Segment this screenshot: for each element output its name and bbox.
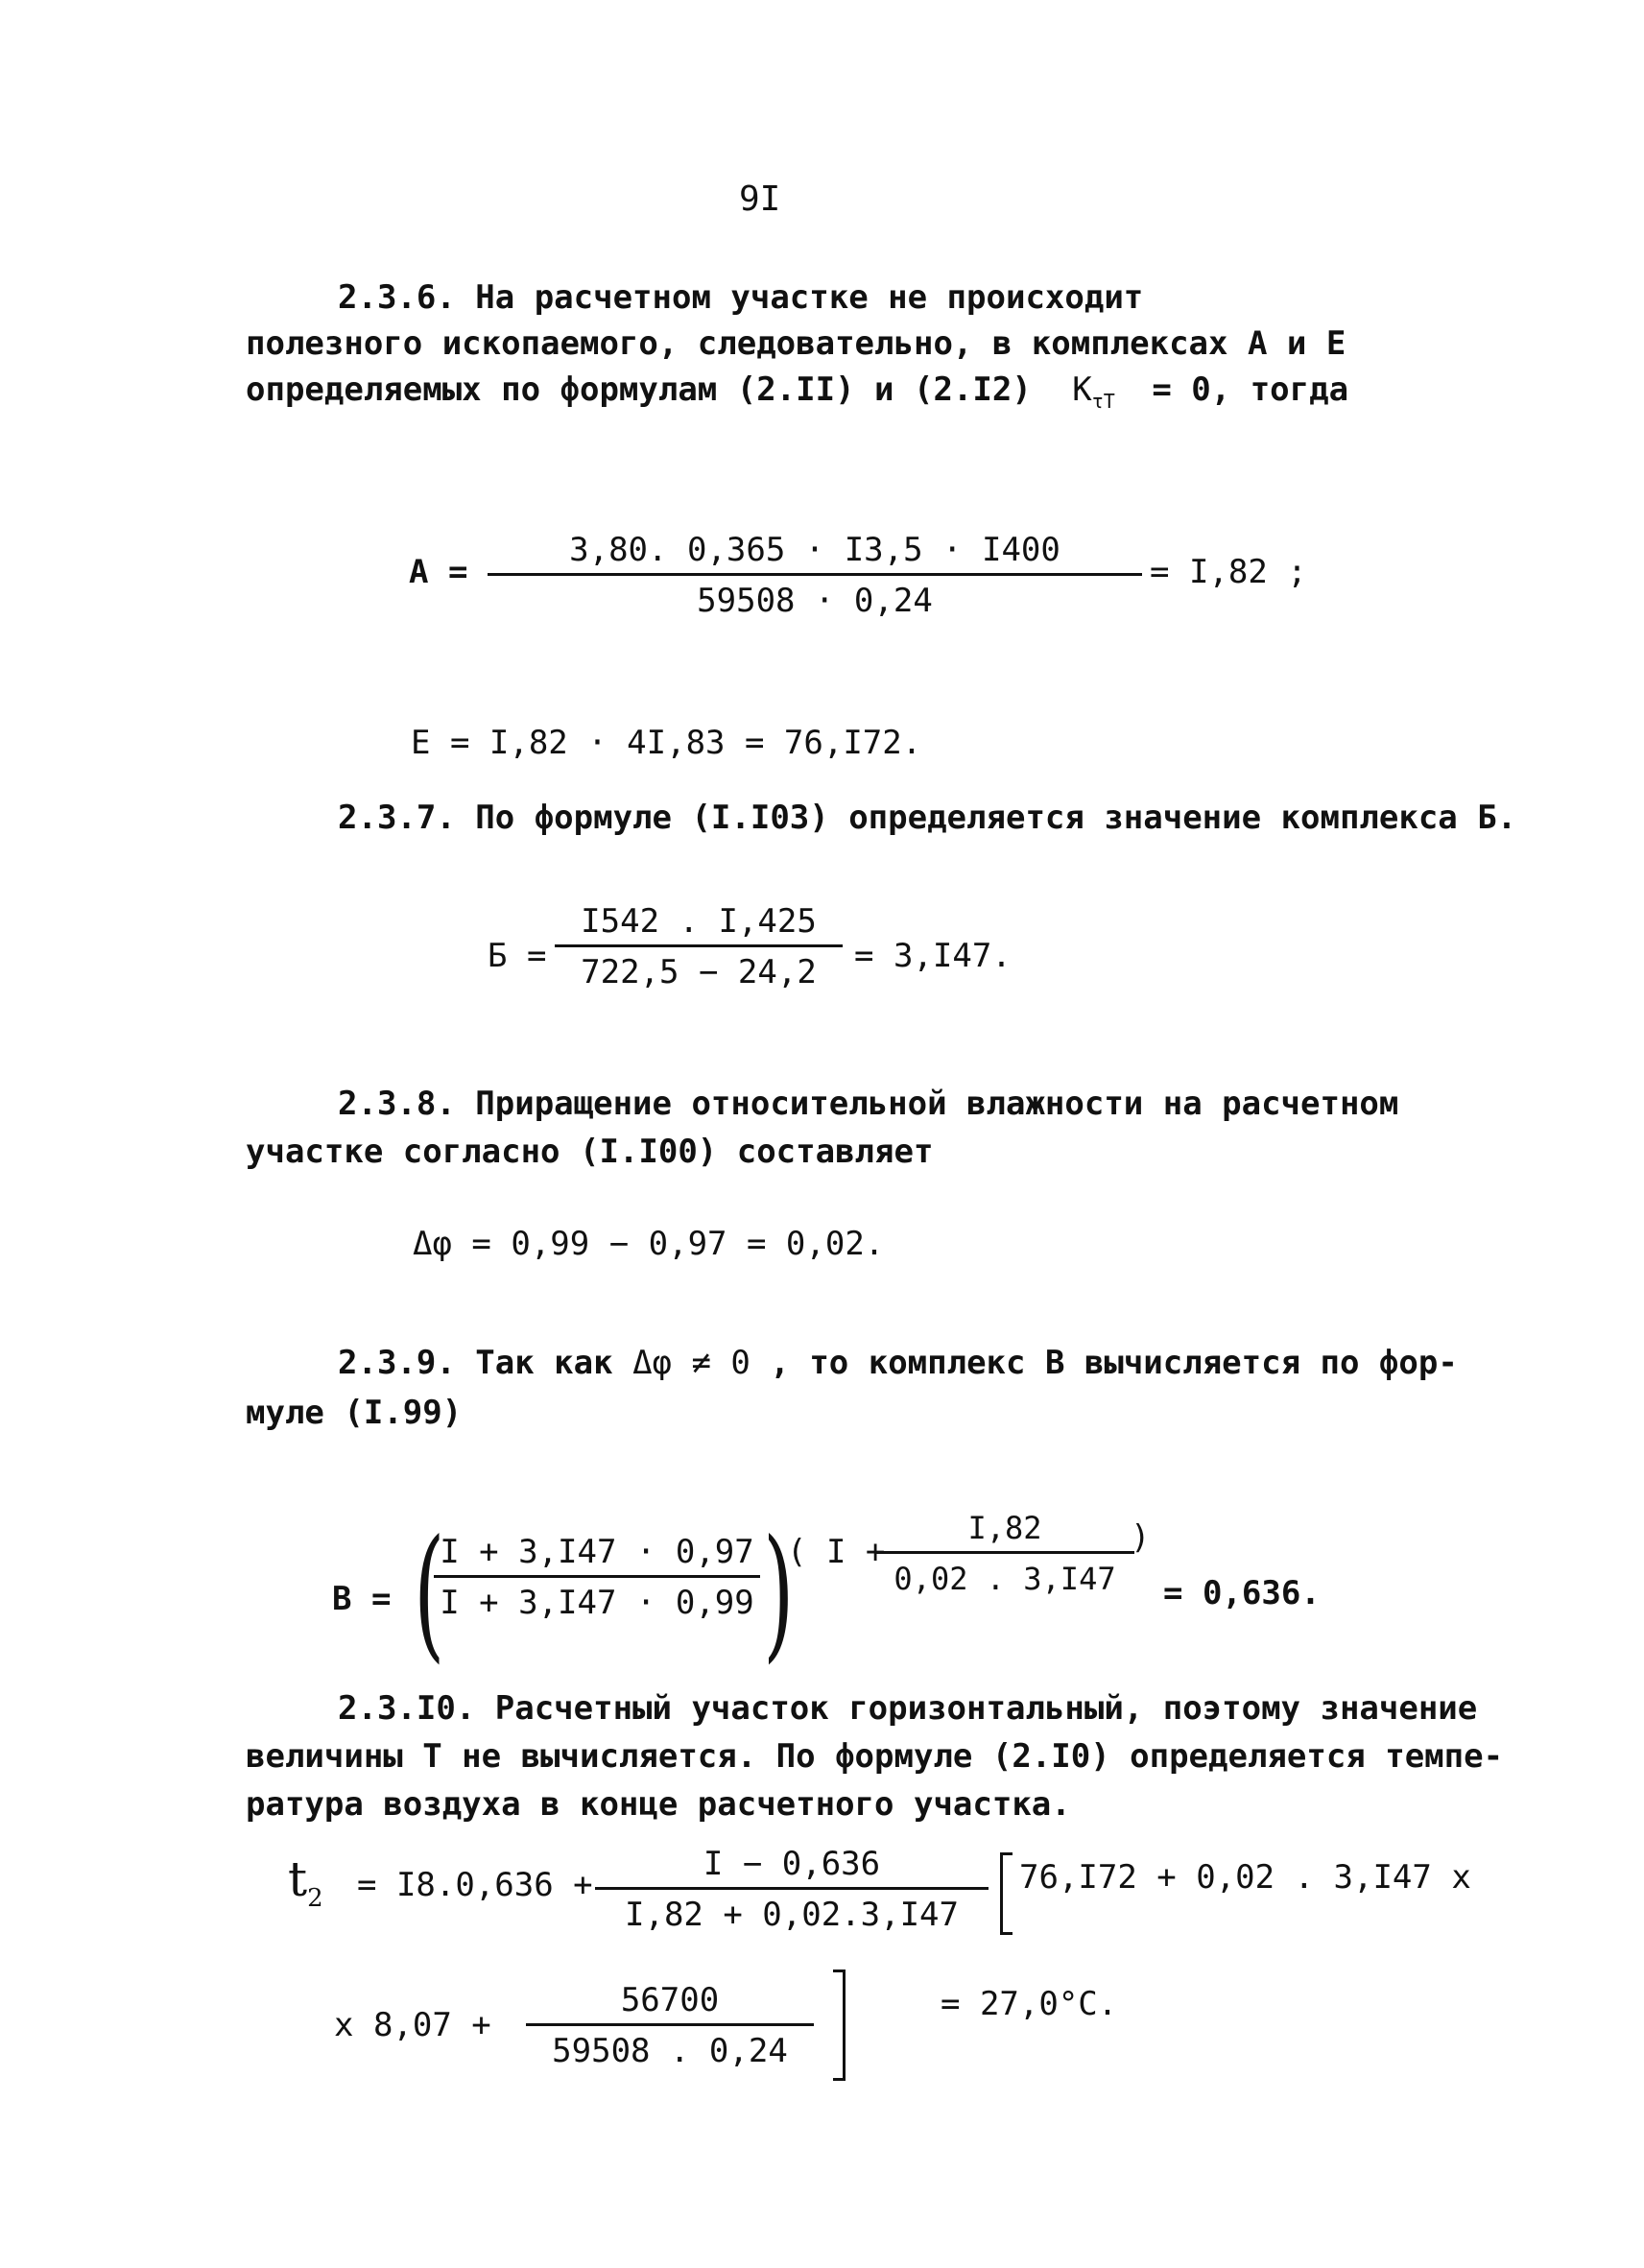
s236-line3-text: определяемых по формулам (2.II) и (2.I2)	[246, 370, 1032, 409]
eqB6-fraction	[555, 902, 843, 991]
eq-delta-phi: Δφ = 0,99 − 0,97 = 0,02.	[413, 1225, 885, 1263]
eqT-bracket-content: 76,I72 + 0,02 . 3,I47 x	[1019, 1858, 1471, 1897]
eqV-exp-numerator: I,82	[875, 1509, 1134, 1554]
eqT-part1: = I8.0,636 +	[357, 1866, 593, 1904]
eqT-line2-pre: x 8,07 +	[334, 2006, 491, 2044]
s2310-line1: 2.3.I0. Расчетный участок горизонтальный, поэтому значение	[338, 1689, 1478, 1728]
eqV-left-paren: (	[414, 1510, 445, 1677]
s238-line2: участке согласно (I.I00) составляет	[246, 1133, 934, 1171]
eqA-fraction	[488, 531, 1142, 620]
eqV-denominator: I + 3,I47 · 0,99	[440, 1584, 754, 1622]
eqA-rhs: = I,82 ;	[1150, 553, 1307, 591]
s236-line2: полезного ископаемого, следовательно, в комплексах А и Е	[246, 324, 1346, 363]
eqV-fraction	[434, 1533, 760, 1622]
s236-line3-end: = 0, тогда	[1152, 370, 1349, 409]
eqB6-lhs: Б =	[488, 937, 547, 975]
eqA-lhs: А =	[409, 553, 468, 591]
eqV-numerator: I + 3,I47 · 0,97	[434, 1533, 760, 1578]
eqT-fraction2-denominator: 59508 . 0,24	[552, 2032, 788, 2070]
eqV-right-paren: )	[763, 1510, 795, 1677]
s236-line1: 2.3.6. На расчетном участке не происходит	[338, 278, 1144, 317]
eqB6-numerator: I542 . I,425	[555, 902, 843, 947]
s2310-line2: величины Т не вычисляется. По формуле (2.I0) определяется темпе-	[246, 1737, 1504, 1776]
s239-line1: 2.3.9. Так как Δφ ≠ 0 , то комплекс В вычисляется по фор-	[338, 1344, 1458, 1382]
eqV-exp-post: )	[1131, 1518, 1151, 1557]
k-tau-symbol: $K_{\tau T}$	[1072, 370, 1115, 413]
eqA-numerator: 3,80. 0,365 · I3,5 · I400	[488, 531, 1142, 576]
eqB6-denominator: 722,5 − 24,2	[581, 953, 817, 991]
eqV-rhs: = 0,636.	[1163, 1574, 1321, 1612]
eqT-fraction2	[526, 1981, 814, 2070]
eqT-fraction1-denominator: I,82 + 0,02.3,I47	[625, 1896, 959, 1934]
eqT-fraction1	[595, 1845, 989, 1934]
eqT-result: = 27,0°C.	[941, 1985, 1118, 2023]
s239-line2: муле (I.99)	[246, 1394, 463, 1432]
s238-line1: 2.3.8. Приращение относительной влажности на расчетном	[338, 1085, 1399, 1123]
eqB6-rhs: = 3,I47.	[854, 937, 1012, 975]
s239-condition: Δφ ≠ 0	[632, 1344, 751, 1382]
s236-line3	[246, 370, 1348, 420]
eqT-right-bracket	[833, 1970, 846, 2081]
s2310-line3: ратура воздуха в конце расчетного участка.	[246, 1785, 1071, 1824]
page-number: 9I	[739, 179, 781, 219]
eqT-lhs: $t_2$	[288, 1851, 323, 1913]
eqV-exp-fraction	[875, 1509, 1134, 1598]
eqT-fraction2-numerator: 56700	[526, 1981, 814, 2026]
eqA-denominator: 59508 · 0,24	[697, 582, 933, 620]
eqT-fraction1-numerator: I − 0,636	[595, 1845, 989, 1890]
eqV-exp-denominator: 0,02 . 3,I47	[893, 1561, 1116, 1597]
eqT-left-bracket	[1000, 1852, 1013, 1935]
eqV-lhs: В =	[332, 1580, 392, 1618]
s237: 2.3.7. По формуле (I.I03) определяется значение комплекса Б.	[338, 799, 1517, 837]
eqE: Е = I,82 · 4I,83 = 76,I72.	[411, 724, 922, 762]
eqV-exp-pre: ( I +	[787, 1533, 886, 1571]
